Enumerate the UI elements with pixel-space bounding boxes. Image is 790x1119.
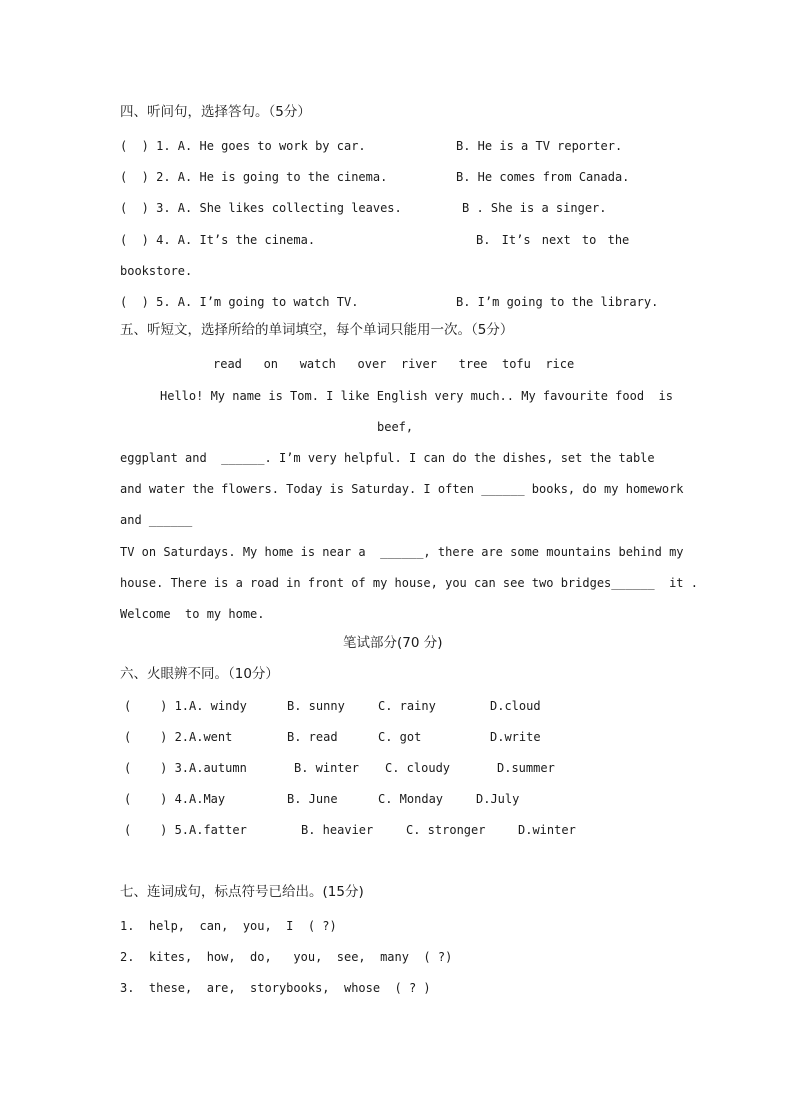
passage-line-6: TV on Saturdays. My home is near a ______, there are some mountains behind my: [120, 545, 684, 559]
s6-q4-a: A.May: [189, 792, 226, 806]
s6-q2-b: B. read: [287, 730, 338, 744]
section7-heading: 七、连词成句，标点符号已给出。(15分): [120, 884, 364, 900]
s6-q1-b: B. sunny: [287, 699, 345, 713]
s4-q3-a: ( ) 3. A. She likes collecting leaves.: [120, 201, 402, 215]
s6-q2-c: C. got: [378, 730, 422, 744]
s6-q3-a: A.autumn: [189, 761, 247, 775]
passage-line-4: and water the flowers. Today is Saturday. I often ______ books, do my homework: [120, 482, 684, 496]
s6-q5-num: ( ) 5.: [124, 823, 190, 837]
s6-q3-d: D.summer: [497, 761, 555, 775]
s4-q5-a: ( ) 5. A. I’m going to watch TV.: [120, 295, 359, 309]
passage-line-7: house. There is a road in front of my house, you can see two bridges______ it .: [120, 576, 698, 590]
s6-q4-d: D.July: [476, 792, 520, 806]
s6-q5-a: A.fatter: [189, 823, 247, 837]
s6-q1-d: D.cloud: [490, 699, 541, 713]
s4-q3-b: B . She is a singer.: [462, 201, 607, 215]
s6-q3-b: B. winter: [294, 761, 360, 775]
s6-q5-c: C. stronger: [406, 823, 486, 837]
passage-line-3: eggplant and ______. I’m very helpful. I can do the dishes, set the table: [120, 451, 655, 465]
s4-q1-b: B. He is a TV reporter.: [456, 139, 623, 153]
s6-q4-b: B. June: [287, 792, 338, 806]
passage-line-2: beef,: [377, 420, 414, 434]
s4-q4-a: ( ) 4. A. It’s the cinema.: [120, 233, 316, 247]
passage-line-8: Welcome to my home.: [120, 607, 265, 621]
s6-q1-c: C. rainy: [378, 699, 436, 713]
s6-q3-c: C. cloudy: [385, 761, 451, 775]
passage-line-5: and ______: [120, 513, 193, 527]
s4-q2-a: ( ) 2. A. He is going to the cinema.: [120, 170, 388, 184]
written-part-title: 笔试部分(70 分): [343, 635, 443, 651]
s4-q4-b: B. It’s next to the: [476, 233, 630, 247]
word-bank: read on watch over river tree tofu rice: [213, 357, 575, 371]
s6-q2-a: A.went: [189, 730, 233, 744]
s6-q1-a: A. windy: [189, 699, 247, 713]
section4-heading: 四、听问句，选择答句。（5分）: [120, 104, 311, 120]
passage-line-1: Hello! My name is Tom. I like English very much.. My favourite food is: [160, 389, 673, 403]
s4-q1-a: ( ) 1. A. He goes to work by car.: [120, 139, 366, 153]
s6-q2-num: ( ) 2.: [124, 730, 190, 744]
s6-q1-num: ( ) 1.: [124, 699, 190, 713]
s4-q5-b: B. I’m going to the library.: [456, 295, 659, 309]
s6-q3-num: ( ) 3.: [124, 761, 190, 775]
s6-q4-num: ( ) 4.: [124, 792, 190, 806]
s6-q2-d: D.write: [490, 730, 541, 744]
s7-item-1: 1. help, can, you, I ( ?): [120, 919, 337, 933]
section5-heading: 五、听短文，选择所给的单词填空，每个单词只能用一次。（5分）: [120, 322, 514, 338]
s4-q2-b: B. He comes from Canada.: [456, 170, 630, 184]
s6-q5-d: D.winter: [518, 823, 576, 837]
s7-item-2: 2. kites, how, do, you, see, many ( ?): [120, 950, 453, 964]
section6-heading: 六、火眼辨不同。（10分）: [120, 666, 279, 682]
s6-q4-c: C. Monday: [378, 792, 444, 806]
s6-q5-b: B. heavier: [301, 823, 374, 837]
s7-item-3: 3. these, are, storybooks, whose ( ? ): [120, 981, 431, 995]
s4-q4-cont: bookstore.: [120, 264, 193, 278]
